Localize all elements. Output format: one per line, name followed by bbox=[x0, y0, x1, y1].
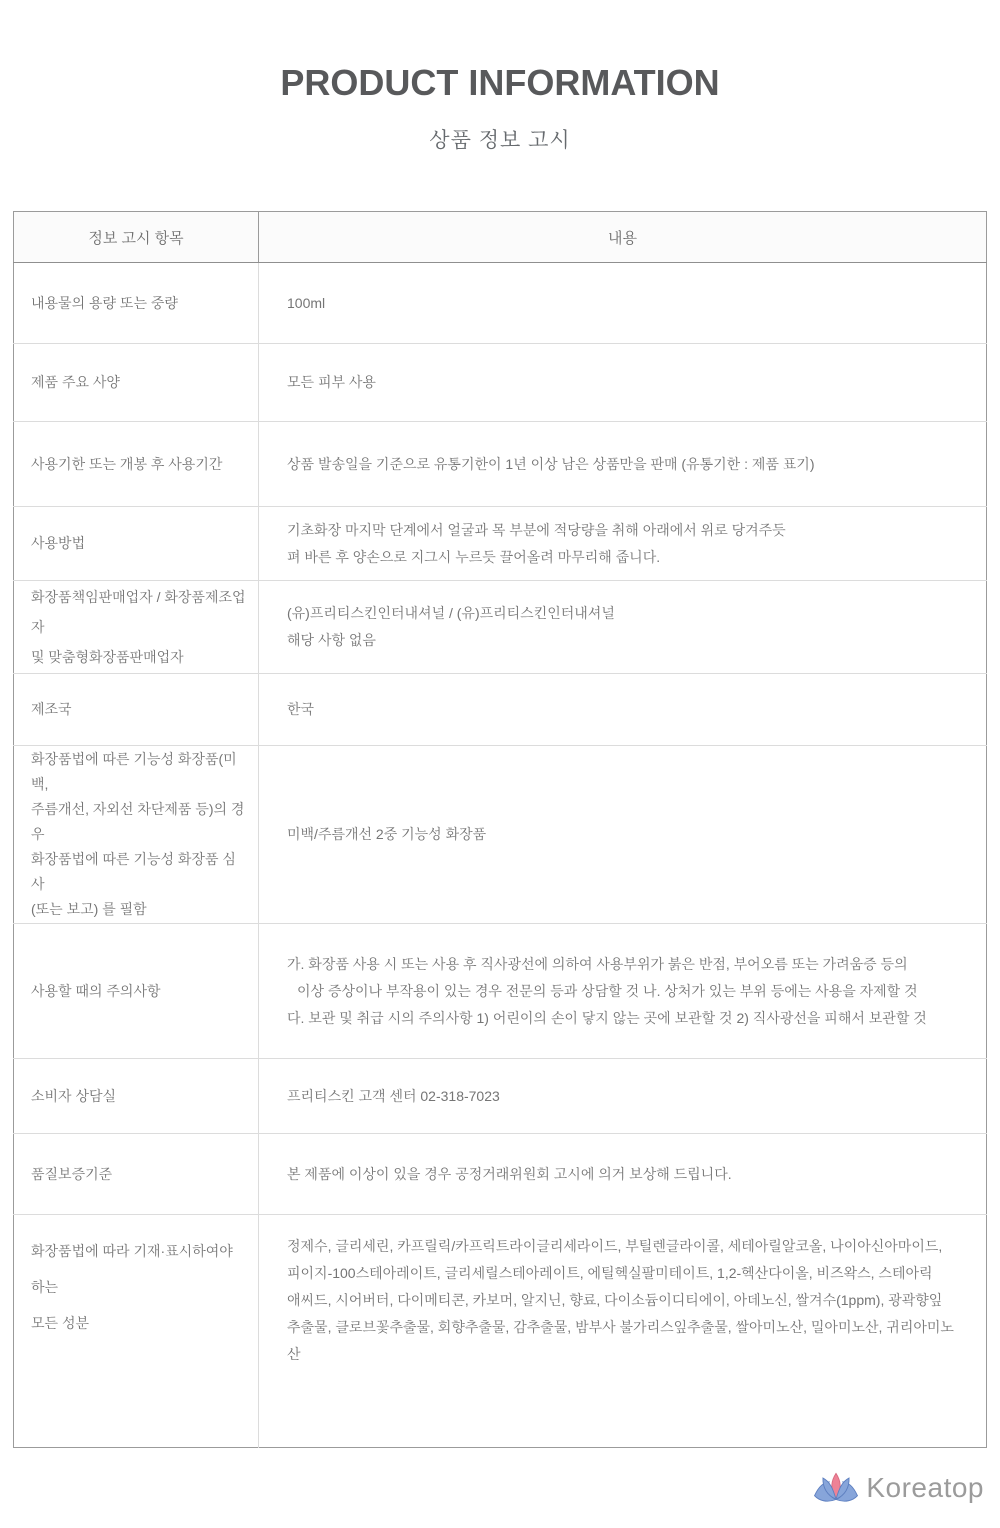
table-row bbox=[14, 581, 987, 674]
content-line: 프리티스킨 고객 센터 02-318-7023 bbox=[287, 1087, 500, 1104]
content-line: 가. 화장품 사용 시 또는 사용 후 직사광선에 의하여 사용부위가 붉은 반점, 부어오름 또는 가려움증 등의 bbox=[287, 955, 908, 972]
row-content bbox=[259, 1215, 987, 1448]
content-line: 상품 발송일을 기준으로 유통기한이 1년 이상 남은 상품만을 판매 (유통기한 : 제품 표기) bbox=[287, 455, 815, 472]
table-row bbox=[14, 344, 987, 422]
content-line: 애씨드, 시어버터, 다이메티콘, 카보머, 알지닌, 향료, 다이소듐이디티에이, 아데노신, 쌀겨수(1ppm), 광곽향잎 bbox=[287, 1292, 943, 1308]
row-content bbox=[259, 581, 987, 674]
label-line: 소비자 상담실 bbox=[31, 1087, 117, 1104]
row-label bbox=[14, 1134, 259, 1215]
table-row bbox=[14, 507, 987, 581]
content-line: 모든 피부 사용 bbox=[287, 374, 376, 390]
row-content bbox=[259, 344, 987, 422]
label-line: 화장품책임판매업자 / 화장품제조업자 bbox=[31, 589, 246, 635]
row-label bbox=[14, 1059, 259, 1134]
row-content bbox=[259, 422, 987, 507]
content-line: 펴 바른 후 양손으로 지그시 누르듯 끌어올려 마무리해 줍니다. bbox=[287, 548, 661, 565]
info-table-body bbox=[14, 263, 987, 1448]
row-label bbox=[14, 507, 259, 581]
koreatop-logo-text: Koreatop bbox=[866, 1472, 984, 1503]
content-line: (유)프리티스킨인터내셔널 / (유)프리티스킨인터내셔널 bbox=[287, 605, 615, 621]
row-label bbox=[14, 1215, 259, 1448]
row-content bbox=[259, 1134, 987, 1215]
label-line: 제품 주요 사양 bbox=[31, 374, 120, 390]
row-content bbox=[259, 1059, 987, 1134]
label-line: 화장품법에 따라 기재·표시하여야 하는 bbox=[31, 1243, 233, 1295]
row-label bbox=[14, 746, 259, 924]
row-label bbox=[14, 674, 259, 746]
label-line: 제조국 bbox=[31, 701, 72, 717]
label-line: 주름개선, 자외선 차단제품 등)의 경우 bbox=[31, 801, 245, 842]
label-line: 화장품법에 따른 기능성 화장품 심사 bbox=[31, 851, 236, 892]
label-line: 및 맞춤형화장품판매업자 bbox=[31, 649, 184, 665]
row-label bbox=[14, 581, 259, 674]
row-content bbox=[259, 263, 987, 344]
label-line: 모든 성분 bbox=[31, 1315, 89, 1331]
page-title: PRODUCT INFORMATION bbox=[280, 62, 720, 103]
table-header-content-column: 내용 bbox=[259, 212, 987, 263]
row-label bbox=[14, 422, 259, 507]
content-line: 한국 bbox=[287, 701, 315, 717]
label-line: 품질보증기준 bbox=[31, 1165, 113, 1182]
table-row bbox=[14, 1059, 987, 1134]
row-label bbox=[14, 263, 259, 344]
product-info-table bbox=[13, 211, 987, 1448]
table-header-item-column: 정보 고시 항목 bbox=[14, 212, 259, 263]
label-line: 사용할 때의 주의사항 bbox=[31, 982, 161, 999]
content-line: 추출물, 클로브꽃추출물, 회향추출물, 감추출물, 밤부사 불가리스잎추출물, 쌀아미노산, 밀아미노산, 귀리아미노산 bbox=[287, 1319, 954, 1362]
label-line: 화장품법에 따른 기능성 화장품(미백, bbox=[31, 751, 237, 792]
page-subtitle: 상품 정보 고시 bbox=[429, 129, 571, 152]
content-line: 이상 증상이나 부작용이 있는 경우 전문의 등과 상담할 것 나. 상처가 있는 부위 등에는 사용을 자제할 것 bbox=[297, 982, 918, 999]
label-line: 사용기한 또는 개봉 후 사용기간 bbox=[31, 455, 223, 472]
content-line: 피이지-100스테아레이트, 글리세릴스테아레이트, 에틸헥실팔미테이트, 1,2-헥산다이올, 비즈왁스, 스테아릭 bbox=[287, 1265, 933, 1281]
table-row bbox=[14, 674, 987, 746]
row-content bbox=[259, 746, 987, 924]
content-line: 미백/주름개선 2중 기능성 화장품 bbox=[287, 826, 487, 842]
row-label bbox=[14, 924, 259, 1059]
koreatop-logo bbox=[813, 1470, 984, 1506]
table-row bbox=[14, 924, 987, 1059]
table-row bbox=[14, 263, 987, 344]
content-line: 기초화장 마지막 단계에서 얼굴과 목 부분에 적당량을 취해 아래에서 위로 당겨주듯 bbox=[287, 521, 786, 538]
lotus-icon bbox=[813, 1470, 859, 1506]
table-row bbox=[14, 422, 987, 507]
label-line: 내용물의 용량 또는 중량 bbox=[31, 294, 178, 311]
content-line: 해당 사항 없음 bbox=[287, 632, 376, 648]
content-line: 정제수, 글리세린, 카프릴릭/카프릭트라이글리세라이드, 부틸렌글라이콜, 세테아릴알코올, 나이아신아마이드, bbox=[287, 1238, 943, 1254]
content-line: 100ml bbox=[287, 294, 326, 311]
table-row bbox=[14, 746, 987, 924]
row-content bbox=[259, 674, 987, 746]
table-header-row bbox=[14, 212, 987, 263]
row-content bbox=[259, 507, 987, 581]
label-line: 사용방법 bbox=[31, 535, 86, 551]
row-label bbox=[14, 344, 259, 422]
table-row bbox=[14, 1215, 987, 1448]
label-line: (또는 보고) 를 필함 bbox=[31, 901, 147, 917]
content-line: 본 제품에 이상이 있을 경우 공정거래위원회 고시에 의거 보상해 드립니다. bbox=[287, 1165, 732, 1182]
table-row bbox=[14, 1134, 987, 1215]
content-line: 다. 보관 및 취급 시의 주의사항 1) 어린이의 손이 닿지 않는 곳에 보관할 것 2) 직사광선을 피해서 보관할 것 bbox=[287, 1009, 927, 1026]
row-content bbox=[259, 924, 987, 1059]
